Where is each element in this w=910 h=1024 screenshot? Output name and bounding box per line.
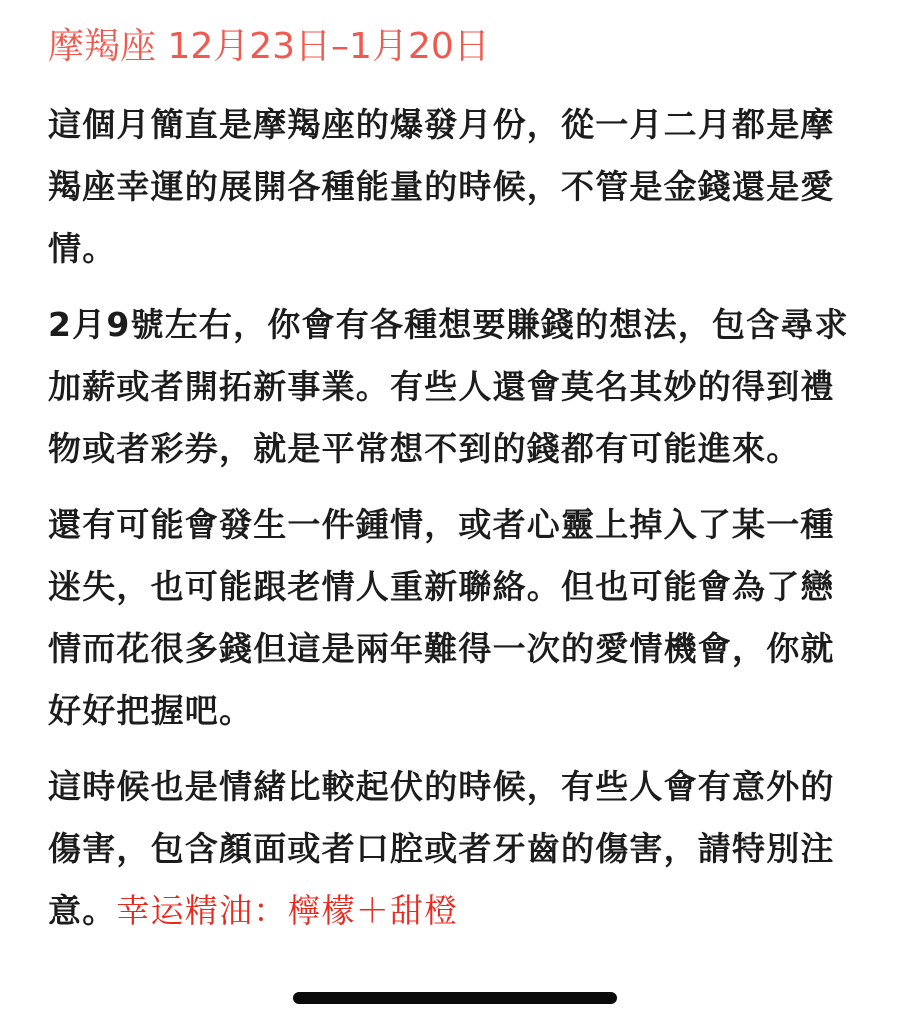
paragraph-1: 這個月簡直是摩羯座的爆發月份，從一月二月都是摩羯座幸運的展開各種能量的時候，不管是金錢還是愛情。 xyxy=(48,105,835,268)
paragraph-2: 2月9號左右，你會有各種想要賺錢的想法，包含尋求加薪或者開拓新事業。有些人還會莫名其妙的得到禮物或者彩券，就是平常想不到的錢都有可能進來。 xyxy=(48,305,849,468)
paragraph-3: 還有可能會發生一件鍾情，或者心靈上掉入了某一種迷失，也可能跟老情人重新聯絡。但也可能會為了戀情而花很多錢但這是兩年難得一次的愛情機會，你就好好把握吧。 xyxy=(48,505,835,730)
article xyxy=(48,22,868,956)
paragraph-4 xyxy=(48,756,868,942)
home-indicator[interactable] xyxy=(293,992,617,1004)
paragraph-4-text: 這時候也是情緒比較起伏的時候，有些人會有意外的傷害，包含顏面或者口腔或者牙齒的傷害，請特別注意。 xyxy=(48,767,835,930)
lucky-oil-text: 幸运精油：檸檬＋甜橙 xyxy=(116,891,459,930)
zodiac-heading: 摩羯座 12月23日–1月20日 xyxy=(48,26,490,67)
